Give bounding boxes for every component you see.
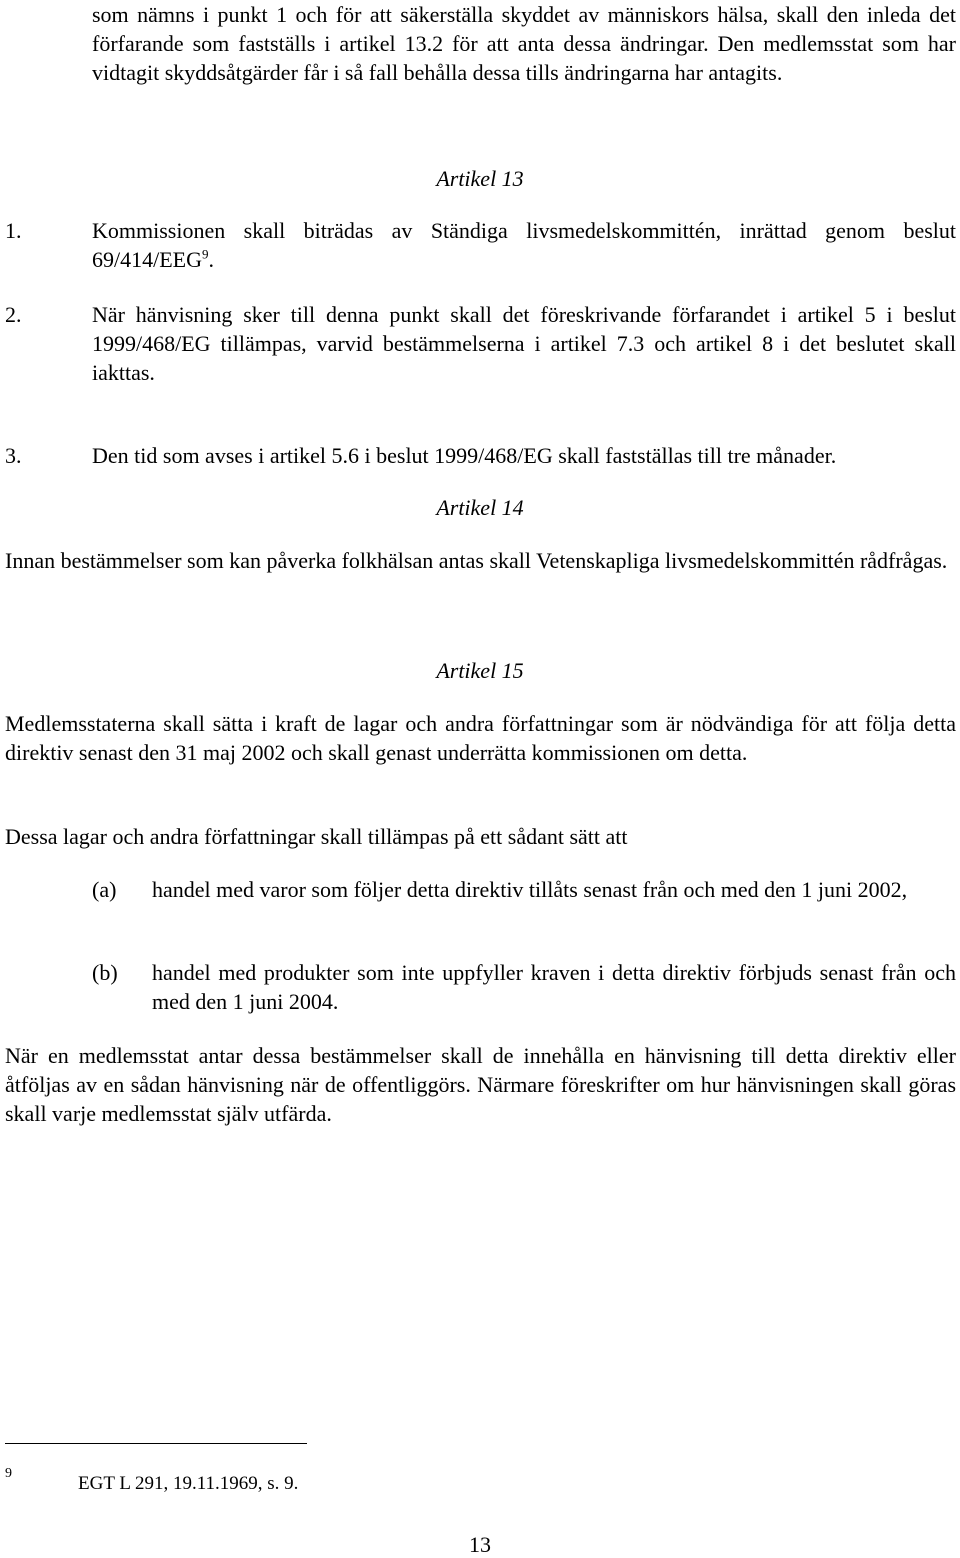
art13-p2-paragraph: När hänvisning sker till denna punkt skall det föreskrivande förfarandet i artikel 5 i beslut 1999/468/EG tillämpas, varvid bestämmelserna i artikel 7.3 och artikel 8 i det beslutet skall iakttas. — [92, 302, 956, 385]
item-a-label: (a) — [92, 877, 117, 902]
footnote-separator — [5, 1443, 307, 1444]
article-15-heading: Artikel 15 — [436, 658, 524, 683]
footnote-number: 9 — [5, 1466, 12, 1481]
item-b-text: handel med produkter som inte uppfyller kraven i detta direktiv förbjuds senast från och med den 1 juni 2004. — [152, 960, 956, 1014]
intro-paragraph: som nämns i punkt 1 och för att säkerställa skyddet av människors hälsa, skall den inleda det förfarande som fastställs i artikel 13.2 för att anta dessa ändringar. Den medlemsstat som har vidtagit skyddsåtgärder får i så fall behålla dessa tills ändringarna har antagits. — [92, 2, 956, 85]
article-13-heading: Artikel 13 — [436, 166, 524, 191]
art14-paragraph: Innan bestämmelser som kan påverka folkhälsan antas skall Vetenskapliga livsmedelskommittén rådfrågas. — [5, 548, 948, 573]
art13-p3-paragraph: Den tid som avses i artikel 5.6 i beslut 1999/468/EG skall fastställas till tre månader. — [92, 443, 837, 468]
art13-p1-number: 1. — [5, 218, 22, 243]
art15-p1-paragraph: Medlemsstaterna skall sätta i kraft de lagar och andra författningar som är nödvändiga för att följa detta direktiv senast den 31 maj 2002 och skall genast underrätta kommissionen om detta. — [5, 711, 956, 765]
art13-p2-number: 2. — [5, 302, 22, 327]
art15-p3-paragraph: När en medlemsstat antar dessa bestämmelser skall de innehålla en hänvisning till detta direktiv eller åtföljas av en sådan hänvisning när de offentliggörs. Närmare föreskrifter om hur hänvisningen skall göras skall varje medlemsstat själv utfärda. — [5, 1043, 956, 1126]
item-b-label: (b) — [92, 960, 118, 985]
art13-p1-end: . — [208, 247, 214, 272]
article-14-heading: Artikel 14 — [436, 495, 524, 520]
art13-p1-text: Kommissionen skall biträdas av Ständiga livsmedelskommittén, inrättad genom beslut 69/414/EEG — [92, 218, 956, 272]
item-a-text: handel med varor som följer detta direktiv tillåts senast från och med den 1 juni 2002, — [152, 877, 908, 902]
art13-p1-paragraph — [92, 216, 956, 274]
art15-p2-paragraph: Dessa lagar och andra författningar skall tillämpas på ett sådant sätt att — [5, 824, 628, 849]
footnote-ref: 9 — [202, 246, 209, 262]
art13-p3-number: 3. — [5, 443, 22, 468]
footnote-text: EGT L 291, 19.11.1969, s. 9. — [78, 1473, 299, 1494]
page-number: 13 — [469, 1532, 491, 1557]
